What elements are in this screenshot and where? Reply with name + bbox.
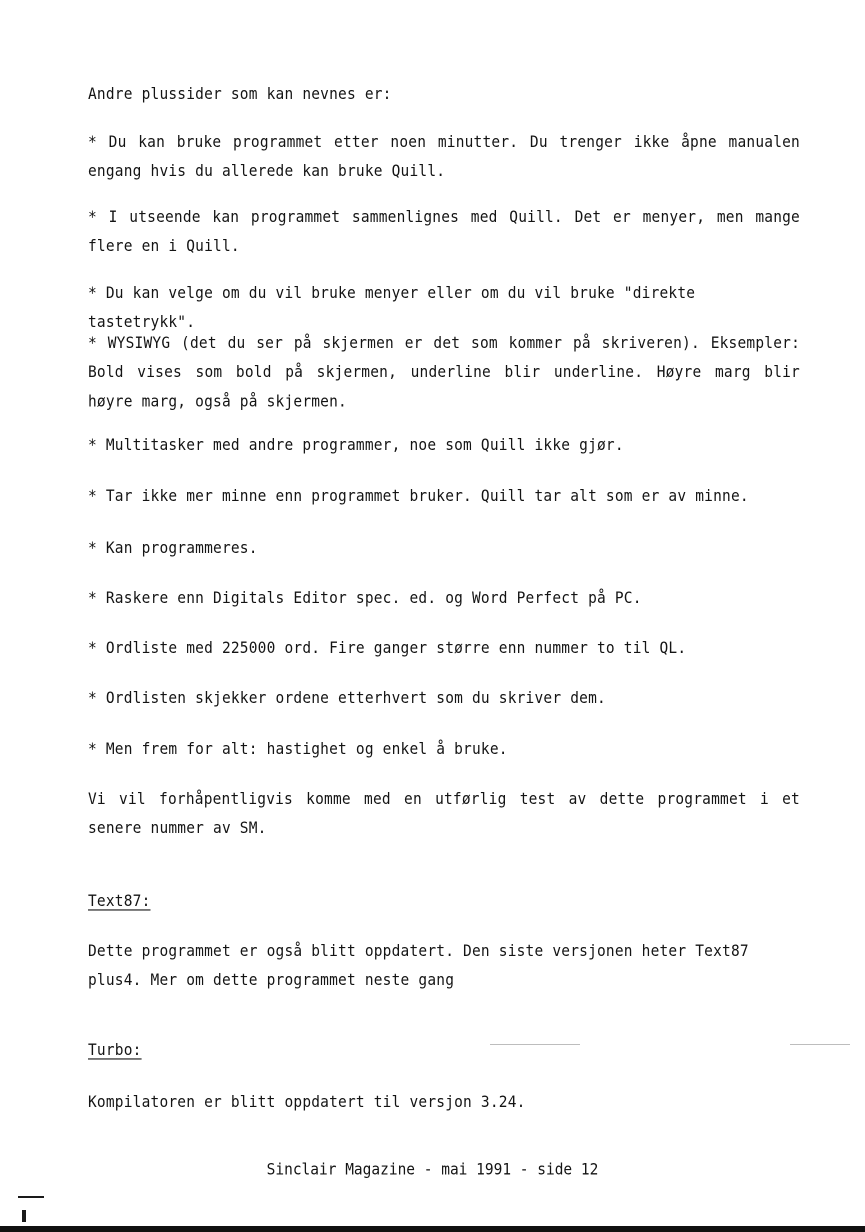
section-body-text87: Dette programmet er også blitt oppdatert. Den siste versjonen heter Text87 plus4. Mer om dette programmet neste gang [88, 942, 749, 990]
bullet-item: * Kan programmeres. [88, 539, 258, 558]
bullet-item: * Tar ikke mer minne enn programmet bruker. Quill tar alt som er av minne. [88, 487, 749, 506]
stray-mark [790, 1044, 850, 1045]
intro-text: Andre plussider som kan nevnes er: [88, 85, 392, 104]
scan-edge-bar [0, 1226, 865, 1232]
bullet-item: * Men frem for alt: hastighet og enkel å bruke. [88, 740, 508, 759]
scan-smudge [22, 1210, 26, 1222]
bullet-item: * WYSIWYG (det du ser på skjermen er det som kommer på skriveren). Eksempler: Bold vises som bold på skjermen, underline blir underline. Høyre marg blir høyre marg, også på skjermen. [88, 334, 800, 411]
bullet-item: * I utseende kan programmet sammenlignes med Quill. Det er menyer, men mange flere en i Quill. [88, 208, 800, 256]
section-heading-text87: Text87: [88, 892, 151, 911]
section-heading-turbo: Turbo: [88, 1041, 142, 1060]
bullet-item: * Raskere enn Digitals Editor spec. ed. og Word Perfect på PC. [88, 589, 642, 608]
section-body-turbo: Kompilatoren er blitt oppdatert til versjon 3.24. [88, 1093, 526, 1112]
bullet-item: * Du kan bruke programmet etter noen minutter. Du trenger ikke åpne manualen engang hvis du allerede kan bruke Quill. [88, 133, 800, 181]
stray-mark [490, 1044, 580, 1045]
bullet-item: * Ordliste med 225000 ord. Fire ganger større enn nummer to til QL. [88, 639, 687, 658]
closing-paragraph: Vi vil forhåpentligvis komme med en utførlig test av dette programmet i et senere nummer av SM. [88, 790, 800, 838]
bullet-item: * Multitasker med andre programmer, noe som Quill ikke gjør. [88, 436, 624, 455]
scan-smudge [18, 1196, 44, 1198]
bullet-item: * Ordlisten skjekker ordene etterhvert som du skriver dem. [88, 689, 606, 708]
page-footer: Sinclair Magazine - mai 1991 - side 12 [266, 1161, 599, 1179]
bullet-item: * Du kan velge om du vil bruke menyer eller om du vil bruke "direkte tastetrykk". [88, 284, 696, 332]
